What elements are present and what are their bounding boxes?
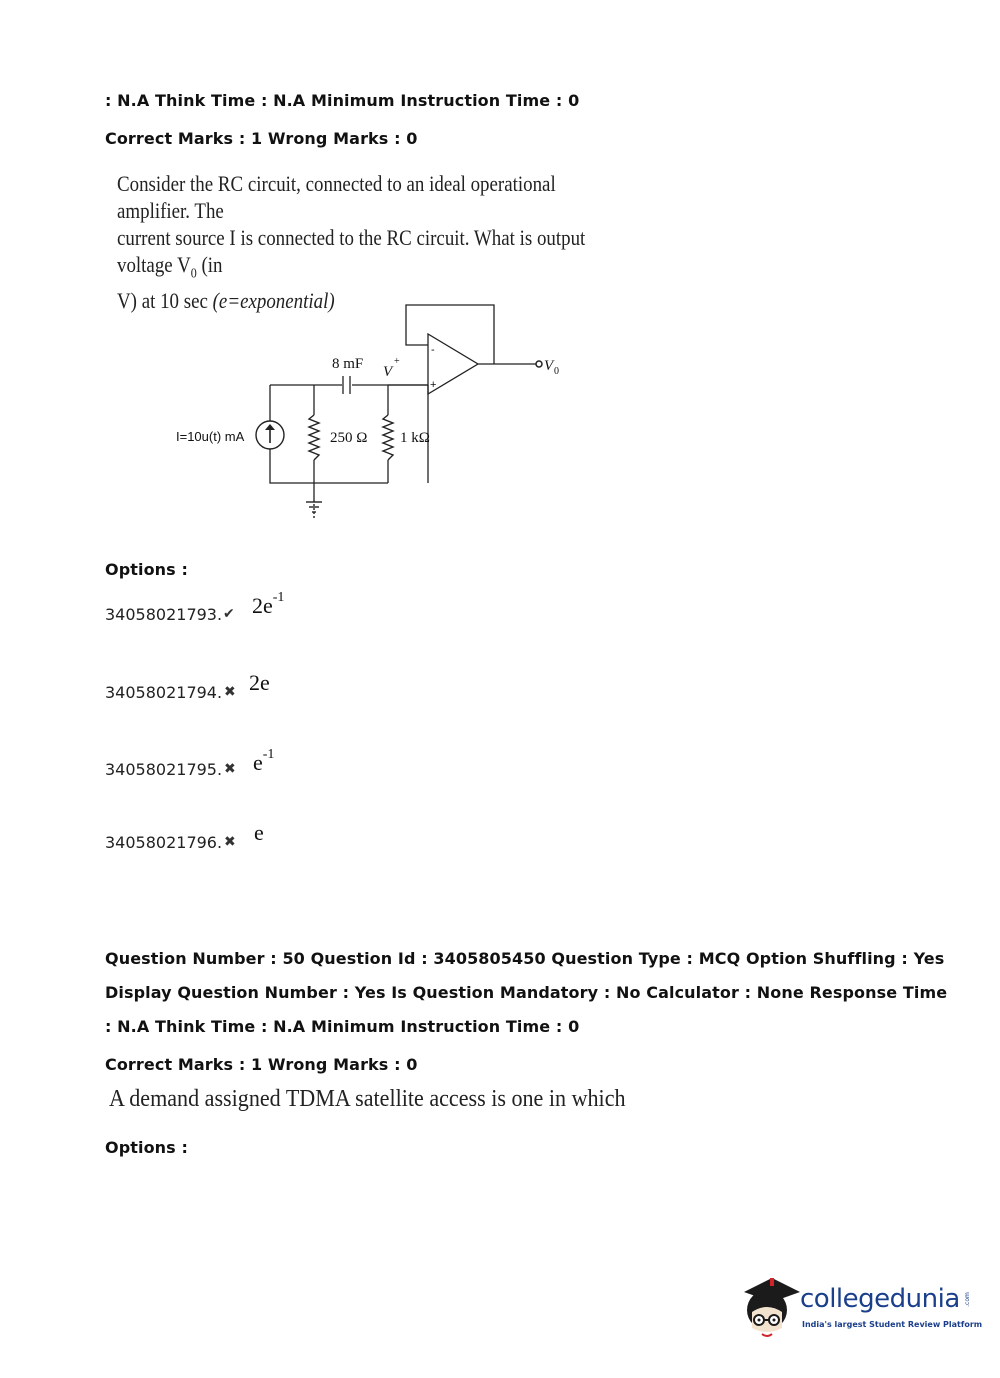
q2-meta-line1: Question Number : 50 Question Id : 3405805450 Question Type : MCQ Option Shuffling : Yes xyxy=(105,949,945,968)
collegedunia-logo xyxy=(742,1272,983,1342)
circuit-diagram xyxy=(160,290,580,540)
r1-label: 250 Ω xyxy=(330,430,368,446)
cross-icon: ✖ xyxy=(224,684,236,700)
output-label: V xyxy=(544,358,554,374)
r2-label: 1 kΩ xyxy=(400,430,430,446)
resistor-250 xyxy=(309,415,319,460)
opamp-minus-label: - xyxy=(431,344,435,356)
option-id: 34058021796. xyxy=(105,833,223,852)
option-value: e xyxy=(254,820,264,845)
logo-com: .com xyxy=(963,1292,971,1307)
feedback-wire xyxy=(406,305,494,364)
q1-question-line3: V) at 10 sec (e=exponential) xyxy=(117,288,335,314)
vplus-label: V xyxy=(383,364,393,380)
q1-meta-line1: : N.A Think Time : N.A Minimum Instruction Time : 0 xyxy=(105,91,580,110)
option-value: $e^{-1}$ xyxy=(253,746,275,775)
logo-name: collegedunia xyxy=(800,1284,960,1314)
source-label: I=10u(t) mA xyxy=(176,429,245,444)
logo-tagline: India's largest Student Review Platform xyxy=(802,1320,983,1329)
capacitor-label: 8 mF xyxy=(332,356,364,372)
q1-question-line1: Consider the RC circuit, connected to an ideal operational amplifier. The xyxy=(117,171,556,223)
option-id: 34058021794. xyxy=(105,683,223,702)
q2-question-text: A demand assigned TDMA satellite access is one in which xyxy=(109,1086,626,1112)
check-icon: ✔ xyxy=(223,606,235,622)
opamp-plus-label: + xyxy=(430,379,437,391)
q2-meta-line3: : N.A Think Time : N.A Minimum Instruction Time : 0 xyxy=(105,1017,580,1036)
cross-icon: ✖ xyxy=(224,834,236,850)
vplus-sup: + xyxy=(394,356,400,367)
output-terminal-icon xyxy=(536,361,542,367)
mascot-icon xyxy=(742,1272,802,1342)
resistor-1k xyxy=(383,415,393,460)
q1-options-label: Options : xyxy=(105,560,188,579)
option-value: $2e^{-1}$ xyxy=(252,589,285,618)
option-id: 34058021793. xyxy=(105,605,223,624)
q2-options-label: Options : xyxy=(105,1138,188,1157)
option-id: 34058021795. xyxy=(105,760,223,779)
q1-marks: Correct Marks : 1 Wrong Marks : 0 xyxy=(105,129,418,148)
q1-question-line2: current source I is connected to the RC circuit. What is output voltage $V_0$ (in xyxy=(117,225,586,282)
ground-symbol xyxy=(306,500,322,518)
q2-meta-line2: Display Question Number : Yes Is Question Mandatory : No Calculator : None Response Time xyxy=(105,983,948,1002)
output-sub: 0 xyxy=(554,366,559,377)
q2-marks: Correct Marks : 1 Wrong Marks : 0 xyxy=(105,1055,418,1074)
left-bottom-wire xyxy=(270,385,388,483)
option-value: 2e xyxy=(249,670,270,695)
cross-icon: ✖ xyxy=(224,761,236,777)
